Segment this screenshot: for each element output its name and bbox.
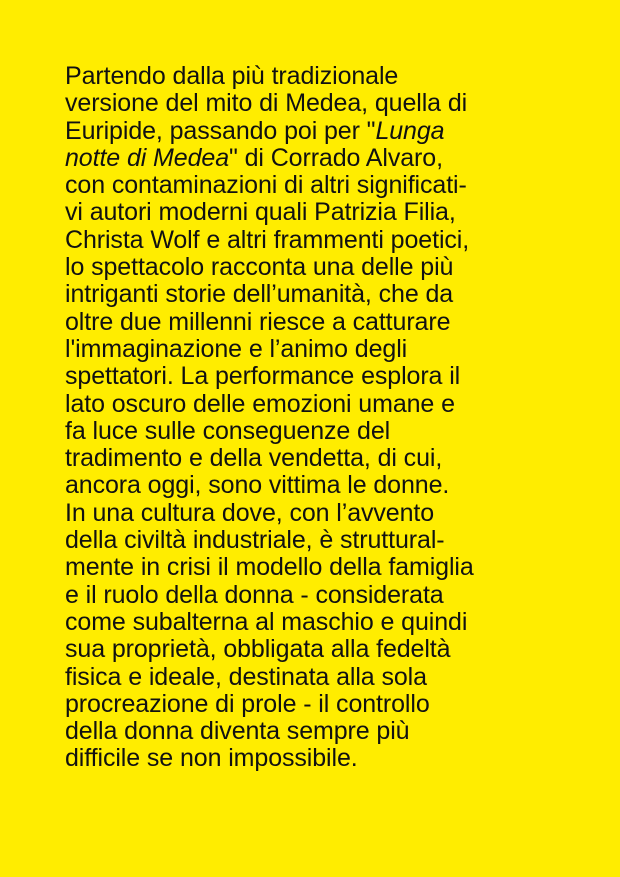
text-line (65, 118, 585, 145)
text-line: con contaminazioni di altri significati- (65, 171, 467, 200)
text-line: fa luce sulle conseguenze del (65, 416, 391, 445)
text-line: ancora oggi, sono vittima le donne. (65, 471, 450, 500)
text-line: fisica e ideale, destinata alla sola (65, 662, 427, 691)
text-line: della civiltà industriale, è struttural- (65, 526, 445, 555)
text-line: sua proprietà, obbligata alla fedeltà (65, 635, 451, 664)
text-line (65, 145, 585, 172)
text-line: l'immaginazione e l’animo degli (65, 334, 408, 363)
text-segment: " di Corrado Alvaro, (229, 143, 443, 172)
text-line: lato oscuro delle emozioni umane e (65, 389, 455, 418)
text-line: oltre due millenni riesce a catturare (65, 307, 451, 336)
text-line: Christa Wolf e altri frammenti poetici, (65, 225, 470, 254)
text-segment: Euripide, passando poi per " (65, 116, 376, 145)
text-line: procreazione di prole - il controllo (65, 689, 430, 718)
text-line: In una cultura dove, con l’avvento (65, 498, 435, 527)
text-line: vi autori moderni quali Patrizia Filia, (65, 198, 456, 227)
italic-title: notte di Medea (65, 143, 229, 172)
text-line: intriganti storie dell’umanità, che da (65, 280, 454, 309)
text-line: e il ruolo della donna - considerata (65, 580, 444, 609)
body-paragraph (65, 63, 585, 773)
italic-title: Lunga (375, 116, 445, 145)
text-line: della donna diventa sempre più (65, 717, 410, 746)
text-line: spettatori. La performance esplora il (65, 362, 461, 391)
text-line: Partendo dalla più tradizionale (65, 62, 399, 90)
text-line: tradimento e della vendetta, di cui, (65, 444, 443, 473)
text-line: mente in crisi il modello della famiglia (65, 553, 474, 582)
text-line: come subalterna al maschio e quindi (65, 607, 468, 636)
text-line: lo spettacolo racconta una delle più (65, 253, 454, 282)
text-line: versione del mito di Medea, quella di (65, 89, 468, 118)
text-line: difficile se non impossibile. (65, 744, 358, 773)
